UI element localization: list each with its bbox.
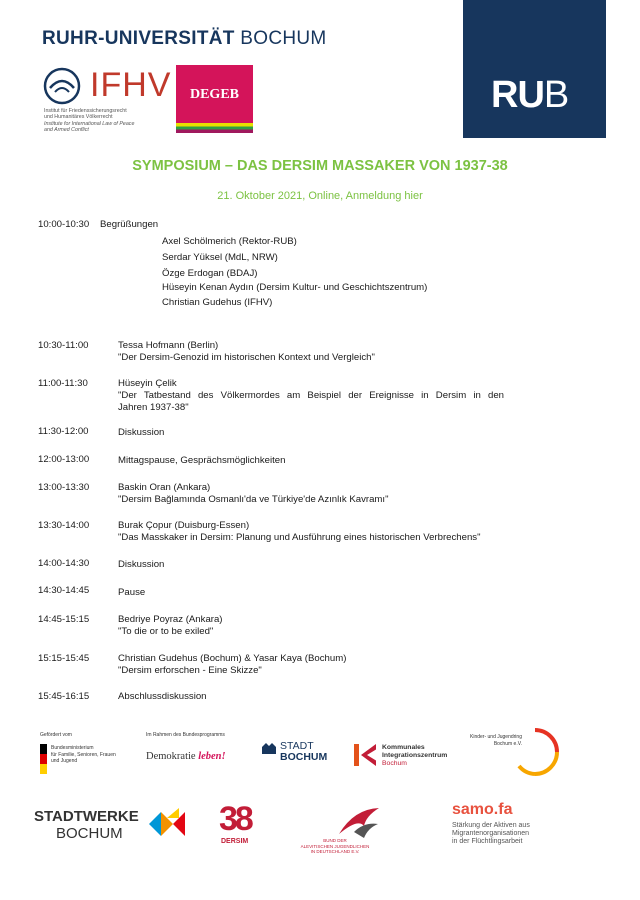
- schedule-item: Diskussion: [118, 559, 165, 570]
- greeting-speaker: Özge Erdogan (BDAJ): [162, 268, 258, 279]
- schedule-time: 12:00-13:00: [38, 454, 90, 465]
- schedule-item: Abschlussdiskussion: [118, 691, 207, 702]
- schedule-time: 10:30-11:00: [38, 340, 89, 351]
- kjr-ring-icon: [507, 724, 563, 780]
- greetings-time: 10:00-10:30: [38, 219, 90, 230]
- greeting-speaker: Christian Gudehus (IFHV): [162, 297, 273, 308]
- german-flag-icon: [40, 744, 47, 774]
- degeb-logo: DEGEB: [176, 65, 253, 123]
- event-title: SYMPOSIUM – DAS DERSIM MASSAKER VON 1937-38: [132, 158, 508, 174]
- kjr-logo: Kinder- und Jugendring Bochum e.V.: [470, 734, 522, 747]
- ki-logo: Kommunales Integrationszentrum Bochum: [382, 744, 448, 767]
- stadt-bochum-icon: [261, 741, 277, 755]
- stadtwerke-logo: STADTWERKE BOCHUM: [34, 808, 139, 842]
- ki-icon: [354, 744, 376, 766]
- schedule-item: Tessa Hofmann (Berlin) "Der Dersim-Genozid im historischen Kontext und Vergleich": [118, 340, 375, 363]
- schedule-item: Burak Çopur (Duisburg-Essen) "Das Masskaker in Dersim: Planung und Ausführung eines historischen Verbrechens": [118, 520, 481, 543]
- stadtwerke-icon: [149, 808, 185, 840]
- ifhv-name: IFHV: [90, 66, 172, 104]
- stadt-bochum-logo: STADT BOCHUM: [280, 740, 328, 763]
- bdaj-bird-icon: [334, 804, 384, 842]
- schedule-time: 14:30-14:45: [38, 585, 90, 596]
- schedule-time: 11:00-11:30: [38, 378, 88, 389]
- program-label: Im Rahmen des Bundesprogramms: [146, 732, 225, 738]
- schedule-item: Christian Gudehus (Bochum) & Yasar Kaya (Bochum) "Dersim erforschen - Eine Skizze": [118, 653, 347, 676]
- greeting-speaker: Axel Schölmerich (Rektor-RUB): [162, 236, 297, 247]
- schedule-time: 13:30-14:00: [38, 520, 90, 531]
- funded-by-label: Gefördert vom: [40, 732, 72, 738]
- schedule-item: Baskin Oran (Ankara) "Dersim Bağlamında Osmanlı'da ve Türkiye'de Azınlık Kavramı": [118, 482, 389, 505]
- dersim-38-text: DERSIM: [221, 838, 249, 845]
- schedule-item: Diskussion: [118, 427, 165, 438]
- university-name: RUHR-UNIVERSITÄT BOCHUM: [42, 28, 327, 49]
- schedule-time: 13:00-13:30: [38, 482, 90, 493]
- schedule-item: Bedriye Poyraz (Ankara) "To die or to be exiled": [118, 614, 223, 637]
- dersim-38-logo: 38: [219, 800, 251, 838]
- schedule-time: 15:15-15:45: [38, 653, 90, 664]
- schedule-time: 14:00-14:30: [38, 558, 90, 569]
- greeting-speaker: Serdar Yüksel (MdL, NRW): [162, 252, 278, 263]
- demokratie-leben-logo: Demokratie leben!: [146, 751, 226, 762]
- event-subtitle: 21. Oktober 2021, Online, Anmeldung hier: [217, 190, 423, 202]
- schedule-time: 11:30-12:00: [38, 426, 89, 437]
- schedule-item: Hüseyin Çelik "Der Tatbestand des Völkermordes am Beispiel der Ereignisse in Dersim in den Jahren 1937-38": [118, 378, 504, 413]
- degeb-stripes: [176, 123, 253, 133]
- greetings-label: Begrüßungen: [100, 219, 159, 230]
- schedule-item: Mittagspause, Gesprächsmöglichkeiten: [118, 455, 286, 466]
- schedule-time: 14:45-15:15: [38, 614, 90, 625]
- schedule-item: Pause: [118, 587, 146, 598]
- samo-tagline: Stärkung der Aktiven aus Migrantenorganisationen in der Flüchtlingsarbeit: [452, 822, 530, 845]
- ifhv-logo-icon: [42, 66, 86, 106]
- schedule-time: 15:45-16:15: [38, 691, 90, 702]
- samo-logo: samo.fa: [452, 801, 513, 818]
- bdaj-logo: BUND DER ALEVITISCHEN JUGENDLICHEN IN DEUTSCHLAND E.V.: [300, 838, 370, 854]
- rub-logo: RUB: [463, 0, 606, 138]
- ifhv-subtitle: Institut für Friedenssicherungsrecht und Humanitäres Völkerrecht Institute for International Law of Peace and Armed Conflict: [44, 108, 135, 133]
- bmfsfj-logo: Bundesministerium für Familie, Senioren, Frauen und Jugend: [51, 745, 116, 764]
- greeting-speaker: Hüseyin Kenan Aydın (Dersim Kultur- und Geschichtszentrum): [162, 282, 428, 293]
